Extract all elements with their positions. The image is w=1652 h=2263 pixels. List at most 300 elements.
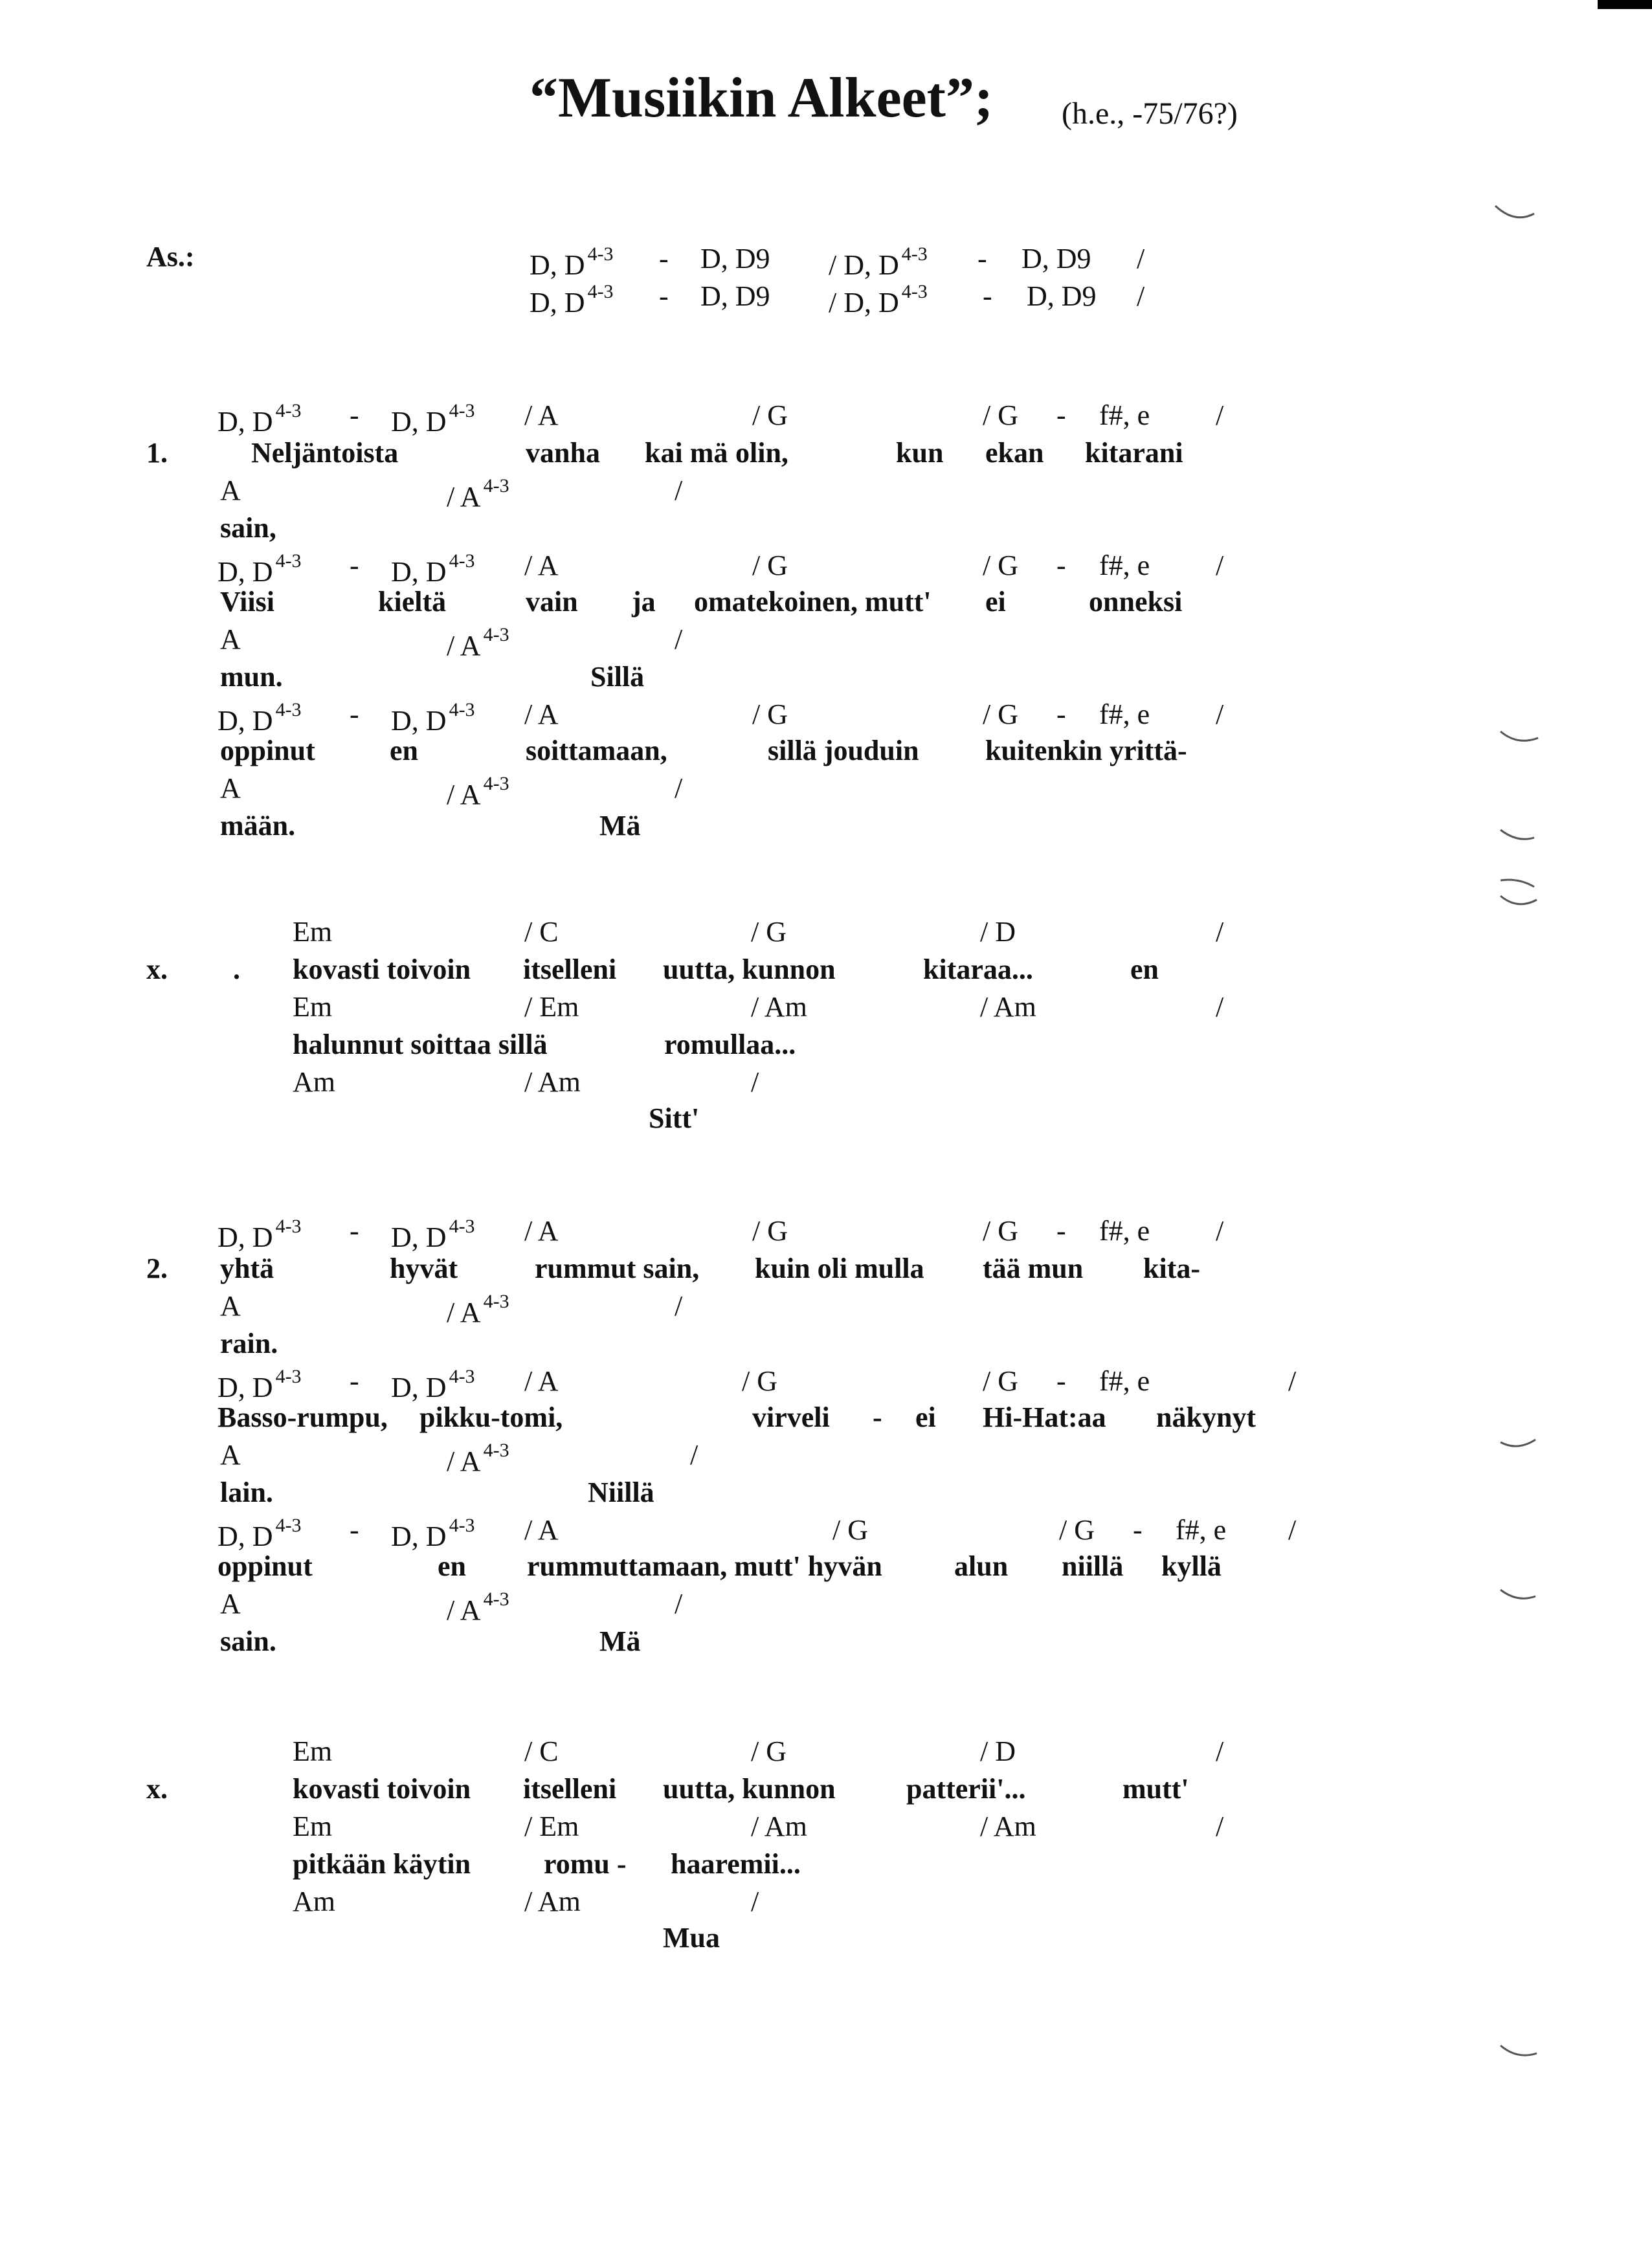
chord — [751, 1737, 787, 1766]
chord — [350, 401, 359, 430]
intro-chord-text: / D, D — [829, 287, 899, 318]
chord-text: f#, e — [1099, 1365, 1150, 1397]
lyric-word: mutt' — [1122, 1773, 1189, 1805]
intro-chord-superscript: 4-3 — [587, 281, 614, 302]
chord-superscript: 4-3 — [449, 699, 475, 720]
chord-text: / G — [983, 550, 1018, 581]
lyric-word: oppinut — [220, 735, 315, 766]
section-label: x. — [146, 1773, 168, 1805]
chord-text: / G — [751, 916, 787, 948]
chord-superscript: 4-3 — [449, 1216, 475, 1237]
lyric-word: ja — [632, 586, 656, 618]
chord — [391, 401, 475, 436]
chord — [1056, 552, 1066, 580]
chord — [1288, 1367, 1296, 1396]
chord-text: - — [350, 698, 359, 730]
chord — [293, 1737, 332, 1766]
chord-text: A — [220, 1588, 241, 1620]
lyric-word: niillä — [1062, 1550, 1124, 1582]
chord — [1099, 700, 1150, 729]
chord-text: / — [1288, 1365, 1297, 1397]
chord-text: - — [350, 1514, 359, 1546]
intro-chord — [700, 245, 770, 273]
lyric-word: en — [1130, 953, 1159, 985]
intro-chord-text: / D, D — [829, 249, 899, 281]
chord — [293, 1888, 335, 1916]
chord — [391, 1367, 475, 1402]
chord-text: / — [675, 1290, 683, 1322]
chord-text: / D — [980, 916, 1016, 948]
lyric-word: yhtä — [220, 1253, 274, 1284]
chord-text: / A — [447, 1445, 481, 1477]
chord — [447, 774, 509, 809]
chord-text: Am — [293, 1066, 335, 1098]
chord — [1133, 1516, 1143, 1544]
lyric-word: en — [390, 735, 418, 766]
chord-text: A — [220, 1439, 241, 1471]
chord-text: D, D — [391, 1221, 447, 1253]
chord — [1216, 552, 1223, 580]
chord-text: / G — [752, 550, 788, 581]
chord-text: D, D — [391, 705, 447, 737]
chord-text: - — [1056, 698, 1066, 730]
chord-superscript: 4-3 — [275, 1366, 302, 1387]
chord-superscript: 4-3 — [449, 1366, 475, 1387]
chord — [980, 918, 1016, 946]
chord — [752, 1217, 788, 1245]
chord-text: / C — [524, 1735, 559, 1767]
lyric-word: Sitt' — [649, 1102, 700, 1134]
intro-chord — [659, 245, 669, 273]
intro-chord-text: D, D9 — [700, 243, 770, 274]
chord — [675, 774, 682, 803]
intro-chord-text: - — [659, 243, 669, 274]
chord-text: / — [1288, 1514, 1297, 1546]
chord-text: - — [350, 1215, 359, 1247]
lyric-word: Mä — [599, 810, 641, 842]
intro-chord — [1027, 282, 1097, 311]
lyric-word: ei — [915, 1401, 936, 1433]
intro-chord — [829, 245, 928, 280]
chord — [524, 1217, 559, 1245]
chord — [220, 774, 241, 803]
chord-text: - — [1056, 399, 1066, 431]
chord-text: / — [675, 1588, 683, 1620]
chord — [447, 1441, 509, 1476]
chord-text: / Am — [751, 1811, 807, 1842]
chord-text: / G — [752, 698, 788, 730]
lyric-word: Basso-rumpu, — [218, 1401, 388, 1433]
chord-text: / A — [524, 1365, 559, 1397]
chord — [524, 552, 559, 580]
chord-text: / A — [524, 399, 559, 431]
chord-superscript: 4-3 — [449, 400, 475, 421]
chord-superscript: 4-3 — [483, 1291, 509, 1312]
chord — [675, 625, 682, 654]
intro-chord-text: D, D9 — [700, 280, 770, 312]
chord-text: Em — [293, 991, 333, 1023]
chord-text: D, D — [218, 1221, 273, 1253]
chord — [218, 401, 302, 436]
chord-text: f#, e — [1099, 550, 1150, 581]
lyric-word: rummuttamaan, mutt' hyvän — [527, 1550, 882, 1582]
lyric-word: näkynyt — [1156, 1401, 1256, 1433]
lyric-word: halunnut soittaa sillä — [293, 1029, 548, 1060]
chord — [983, 1217, 1018, 1245]
lyric-word: ei — [985, 586, 1006, 618]
chord-superscript: 4-3 — [275, 699, 302, 720]
chord-text: / — [751, 1066, 759, 1098]
intro-chord — [659, 282, 669, 311]
intro-chord-text: / — [1137, 280, 1145, 312]
chord — [524, 1812, 579, 1841]
lyric-word: sain. — [220, 1625, 276, 1657]
chord-text: / A — [447, 779, 481, 810]
chord-text: / — [690, 1439, 698, 1471]
chord — [524, 993, 579, 1021]
chord-text: / G — [751, 1735, 787, 1767]
lyric-word: omatekoinen, mutt' — [694, 586, 932, 618]
chord — [751, 918, 787, 946]
intro-chord — [1137, 245, 1144, 273]
lyric-word: virveli — [752, 1401, 830, 1433]
chord-text: f#, e — [1099, 399, 1150, 431]
chord — [1056, 401, 1066, 430]
chord-text: A — [220, 772, 241, 804]
chord-text: / G — [752, 1215, 788, 1247]
lyric-word: Mua — [663, 1922, 720, 1954]
chord-text: / — [1216, 550, 1224, 581]
lyric-word: kuin oli mulla — [755, 1253, 924, 1284]
chord — [752, 552, 788, 580]
chord-text: Em — [293, 916, 333, 948]
chord-text: / Em — [524, 991, 579, 1023]
chord-text: / G — [752, 399, 788, 431]
intro-chord — [700, 282, 770, 311]
title-date-note: (h.e., -75/76?) — [1062, 96, 1238, 131]
chord — [218, 700, 302, 735]
chord — [447, 476, 509, 511]
chord — [524, 918, 559, 946]
intro-chord-superscript: 4-3 — [901, 243, 928, 265]
chord — [391, 1217, 475, 1252]
intro-chord — [1137, 282, 1144, 311]
lyric-word: kovasti toivoin — [293, 953, 471, 985]
chord — [1216, 993, 1223, 1021]
lyric-word: rummut sain, — [535, 1253, 700, 1284]
lyric-word: itselleni — [523, 953, 617, 985]
chord-text: / Am — [980, 991, 1036, 1023]
chord — [218, 1367, 302, 1402]
chord-text: / Am — [524, 1886, 581, 1917]
chord — [1099, 1217, 1150, 1245]
chord — [1056, 1217, 1066, 1245]
intro-chord — [983, 282, 992, 311]
chord — [751, 1812, 807, 1841]
chord — [751, 1068, 759, 1097]
chord-text: f#, e — [1176, 1514, 1227, 1546]
chord — [751, 993, 807, 1021]
lyric-word: Sillä — [590, 661, 645, 693]
chord — [524, 401, 559, 430]
chord-text: / — [675, 623, 683, 655]
intro-chord-text: - — [977, 243, 987, 274]
chord-text: / A — [524, 550, 559, 581]
chord — [220, 625, 241, 654]
lyric-word: - — [873, 1401, 882, 1433]
chord-text: f#, e — [1099, 1215, 1150, 1247]
lyric-word: kitaraa... — [923, 953, 1033, 985]
chord-text: / A — [447, 481, 481, 513]
lyric-word: soittamaan, — [526, 735, 667, 766]
chord — [1099, 1367, 1150, 1396]
chord-text: D, D — [218, 556, 273, 588]
chord-text: A — [220, 623, 241, 655]
chord — [220, 476, 241, 505]
chord-superscript: 4-3 — [483, 475, 509, 496]
intro-chord-text: / — [1137, 243, 1145, 274]
chord-text: / D — [980, 1735, 1016, 1767]
chord-text: - — [1056, 550, 1066, 581]
chord-text: / A — [524, 698, 559, 730]
chord — [293, 993, 332, 1021]
chord-superscript: 4-3 — [449, 550, 475, 572]
chord-text: D, D — [218, 705, 273, 737]
lyric-word: mään. — [220, 810, 296, 842]
lyric-word: kovasti toivoin — [293, 1773, 471, 1805]
chord — [524, 1068, 581, 1097]
lyric-word: romu - — [544, 1848, 627, 1880]
chord-text: / Am — [524, 1066, 581, 1098]
chord-text: / — [1216, 698, 1224, 730]
chord — [1056, 1367, 1066, 1396]
lyric-word: sain, — [220, 512, 276, 544]
chord-text: / C — [524, 916, 559, 948]
intro-chord — [977, 245, 987, 273]
chord-text: - — [350, 550, 359, 581]
lyric-word: oppinut — [218, 1550, 313, 1582]
page-title: “Musiikin Alkeet”; — [530, 67, 994, 129]
lyric-word: romullaa... — [664, 1029, 796, 1060]
lyric-word: kai mä — [645, 437, 728, 469]
chord — [524, 1367, 559, 1396]
lyric-word: kun — [896, 437, 944, 469]
chord — [1099, 401, 1150, 430]
chord-text: / A — [524, 1215, 559, 1247]
chord-text: / — [1216, 399, 1224, 431]
chord — [218, 552, 302, 586]
chord-text: / A — [447, 1297, 481, 1328]
lyric-word: kieltä — [378, 586, 447, 618]
chord — [293, 1812, 332, 1841]
chord-text: / — [1216, 1811, 1224, 1842]
chord-text: - — [1056, 1365, 1066, 1397]
lyric-word: . — [233, 953, 240, 985]
chord — [690, 1441, 698, 1469]
chord — [350, 1516, 359, 1544]
chord — [293, 1068, 335, 1097]
lyric-word: uutta, kunnon — [663, 1773, 836, 1805]
chord-text: - — [350, 1365, 359, 1397]
lyric-word: kyllä — [1161, 1550, 1222, 1582]
lyric-word: ekan — [985, 437, 1044, 469]
chord-text: / A — [447, 1594, 481, 1626]
chord — [1056, 700, 1066, 729]
chord-text: / G — [1059, 1514, 1095, 1546]
lyric-word: Viisi — [220, 586, 274, 618]
chord-text: f#, e — [1099, 698, 1150, 730]
intro-chord-superscript: 4-3 — [587, 243, 614, 265]
intro-chord — [530, 245, 614, 280]
intro-chord-text: D, D — [530, 249, 585, 281]
chord-superscript: 4-3 — [483, 624, 509, 645]
scan-edge-mark — [1598, 0, 1652, 9]
chord-text: / Am — [980, 1811, 1036, 1842]
chord — [980, 993, 1036, 1021]
intro-chord-text: D, D9 — [1021, 243, 1091, 274]
chord — [293, 918, 332, 946]
chord-text: D, D — [391, 1521, 447, 1552]
chord-text: D, D — [218, 1372, 273, 1403]
chord-superscript: 4-3 — [483, 1440, 509, 1461]
chord — [524, 1516, 559, 1544]
chord-text: / Em — [524, 1811, 579, 1842]
chord-text: / — [1216, 991, 1224, 1023]
chord — [752, 700, 788, 729]
chord-text: / — [1216, 1215, 1224, 1247]
chord-text: - — [1056, 1215, 1066, 1247]
lyric-word: vanha — [526, 437, 600, 469]
lyric-word: haaremii... — [671, 1848, 801, 1880]
chord — [1216, 700, 1223, 729]
intro-chord — [829, 282, 928, 317]
section-label: 2. — [146, 1253, 168, 1284]
chord-superscript: 4-3 — [275, 1216, 302, 1237]
chord — [1288, 1516, 1296, 1544]
chord-text: Am — [293, 1886, 335, 1917]
chord-superscript: 4-3 — [275, 550, 302, 572]
lyric-word: alun — [954, 1550, 1009, 1582]
chord-text: Em — [293, 1735, 333, 1767]
chord-superscript: 4-3 — [483, 1589, 509, 1610]
chord-superscript: 4-3 — [275, 400, 302, 421]
lyric-word: kitarani — [1085, 437, 1183, 469]
chord — [391, 1516, 475, 1551]
chord — [391, 552, 475, 586]
chord — [447, 1590, 509, 1625]
chord — [983, 700, 1018, 729]
lyric-word: vain — [526, 586, 578, 618]
chord — [1216, 1737, 1223, 1766]
lyric-word: uutta, kunnon — [663, 953, 836, 985]
chord-text: - — [1133, 1514, 1143, 1546]
lyric-word: tää mun — [983, 1253, 1084, 1284]
lyric-word: onneksi — [1089, 586, 1183, 618]
chord — [1099, 552, 1150, 580]
chord-text: / — [751, 1886, 759, 1917]
chord — [1216, 401, 1223, 430]
chord-text: D, D — [218, 1521, 273, 1552]
chord — [832, 1516, 868, 1544]
chord — [220, 1292, 241, 1321]
chord — [742, 1367, 777, 1396]
chord-text: D, D — [218, 406, 273, 438]
chord-text: - — [350, 399, 359, 431]
chord — [751, 1888, 759, 1916]
chord — [220, 1441, 241, 1469]
section-label: 1. — [146, 437, 168, 469]
chord — [524, 1888, 581, 1916]
intro-chord-superscript: 4-3 — [901, 281, 928, 302]
chord — [1216, 918, 1223, 946]
chord — [218, 1217, 302, 1252]
lyric-word: pitkään käytin — [293, 1848, 471, 1880]
chord-text: / G — [742, 1365, 777, 1397]
chord — [980, 1812, 1036, 1841]
chord — [350, 1367, 359, 1396]
section-label: x. — [146, 953, 168, 985]
lyric-word: kita- — [1143, 1253, 1200, 1284]
chord — [350, 552, 359, 580]
lyric-word: pikku-tomi, — [419, 1401, 563, 1433]
intro-chord — [1021, 245, 1091, 273]
chord — [391, 700, 475, 735]
chord-text: / G — [983, 1365, 1018, 1397]
chord — [675, 476, 682, 505]
chord — [350, 700, 359, 729]
lyric-word: Mä — [599, 1625, 641, 1657]
intro-chord-text: D, D — [530, 287, 585, 318]
chord — [1059, 1516, 1095, 1544]
lyric-word: rain. — [220, 1328, 278, 1359]
chord-text: A — [220, 474, 241, 506]
chord-superscript: 4-3 — [483, 773, 509, 794]
chord-text: / G — [832, 1514, 868, 1546]
chord — [752, 401, 788, 430]
chord — [447, 1292, 509, 1327]
chord — [447, 625, 509, 660]
chord — [983, 1367, 1018, 1396]
chord — [220, 1590, 241, 1618]
chord — [675, 1590, 682, 1618]
lyric-word: patterii'... — [906, 1773, 1026, 1805]
chord-text: D, D — [391, 406, 447, 438]
lyric-word: kuitenkin yrittä- — [985, 735, 1187, 766]
chord-text: / — [1216, 1735, 1224, 1767]
intro-label: As.: — [146, 241, 195, 273]
chord-text: / G — [983, 1215, 1018, 1247]
lyric-word: Neljäntoista — [251, 437, 399, 469]
lyric-word: olin, — [735, 437, 788, 469]
lyric-word: en — [438, 1550, 466, 1582]
chord — [1216, 1812, 1223, 1841]
lyric-word: hyvät — [390, 1253, 458, 1284]
chord-text: / A — [447, 630, 481, 662]
chord-text: D, D — [391, 556, 447, 588]
chord — [983, 401, 1018, 430]
chord-text: / G — [983, 698, 1018, 730]
lyric-word: itselleni — [523, 1773, 617, 1805]
lyric-word: lain. — [220, 1477, 273, 1508]
intro-chord-text: - — [659, 280, 669, 312]
chord-superscript: 4-3 — [275, 1515, 302, 1536]
intro-chord — [530, 282, 614, 317]
chord-text: / G — [983, 399, 1018, 431]
chord-text: / — [675, 772, 683, 804]
chord-text: / — [1216, 916, 1224, 948]
chord-text: A — [220, 1290, 241, 1322]
lyric-word: Hi-Hat:aa — [983, 1401, 1106, 1433]
